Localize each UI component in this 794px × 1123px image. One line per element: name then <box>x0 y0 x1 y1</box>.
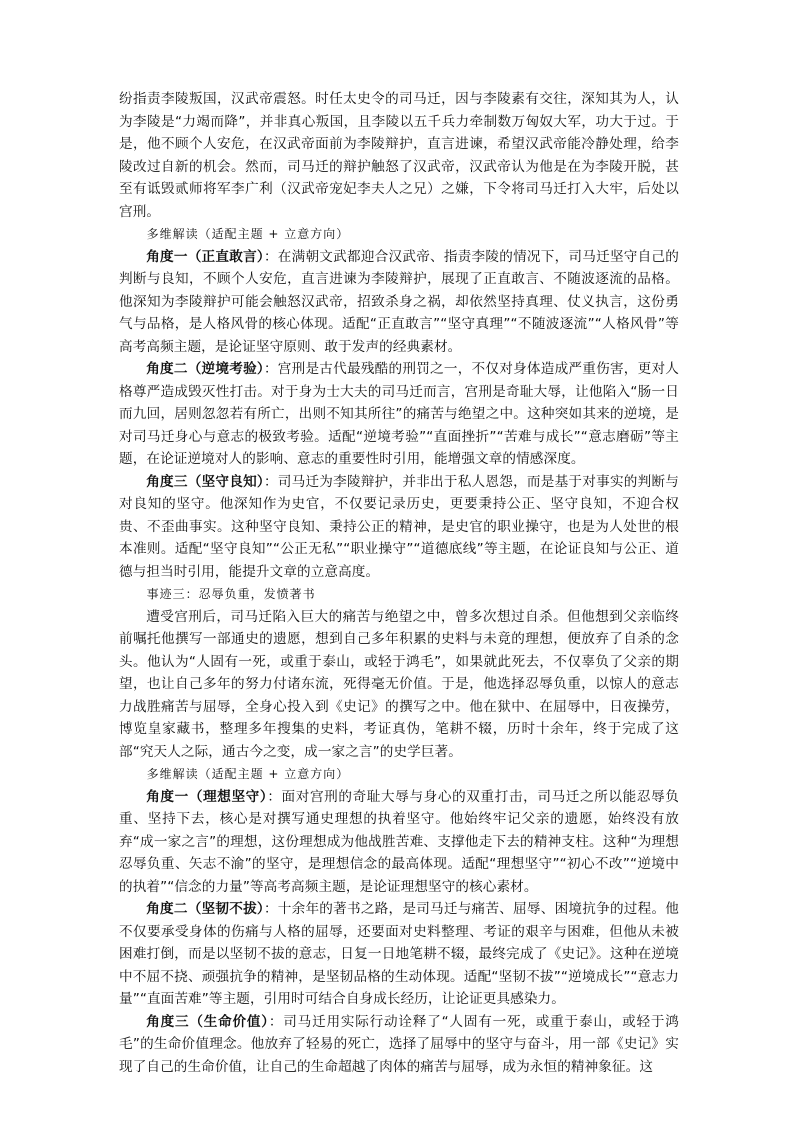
subheading-interpretation: 多维解读（适配主题 + 立意方向） <box>146 767 350 781</box>
angle-body: ：面对宫刑的奇耻大辱与身心的双重打击，司马迁之所以能忍辱负重、坚持下去，核心是对撰写通史理想的执着坚守。他始终牢记父亲的遗愿，始终没有放弃“成一家之言”的理想，这份理想成为他战胜苦难、支撑他走下去的精神支柱。这种“为理想忍辱负重、矢志不渝”的坚守，是理想信念的最高体现。适配“理想坚守”“初心不改”“逆境中的执着”“信念的力量”等高考高频主题，是论证理想坚守的核心素材。 <box>119 788 679 895</box>
angle-heading: 角度一（理想坚守） <box>146 788 268 805</box>
angle-body: ：十余年的著书之路，是司马迁与痛苦、屈辱、困境抗争的过程。他不仅要承受身体的伤痛与人格的屈辱，还要面对史料整理、考证的艰辛与困难，但他从未被困难打倒，而是以坚韧不拔的意志，日复一日地笔耕不辍，最终完成了《史记》。这种在逆境中不屈不挠、顽强抗争的精神，是坚韧品格的生动体现。适配“坚韧不拔”“逆境成长”“意志力量”“直面苦难”等主题，引用时可结合自身成长经历，让论证更具感染力。 <box>119 901 679 1007</box>
angle-body: ：宫刑是古代最残酷的刑罚之一，不仅对身体造成严重伤害，更对人格尊严造成毁灭性打击。对于身为士大夫的司马迁而言，宫刑是奇耻大辱，让他陷入“肠一日而九回，居则忽忽若有所亡，出则不知其所往”的痛苦与绝望之中。这种突如其来的逆境，是对司马迁身心与意志的极致考验。适配“逆境考验”“直面挫折”“苦难与成长”“意志磨砺”等主题，在论证逆境对人的影响、意志的重要性时引用，能增强文章的情感深度。 <box>119 361 679 467</box>
paragraph-angle-1 <box>119 246 679 359</box>
angle-heading: 角度二（坚韧不拔） <box>146 901 264 917</box>
subheading-interpretation: 多维解读（适配主题 + 立意方向） <box>146 227 350 241</box>
paragraph-narrative: 纷指责李陵叛国，汉武帝震怒。时任太史令的司马迁，因与李陵素有交往，深知其为人，认为李陵是“力竭而降”，并非真心叛国，且李陵以五千兵力牵制数万匈奴大军，功大于过。于是，他不顾个人安危，在汉武帝面前为李陵辩护，直言进谏，希望汉武帝能冷静处理，给李陵改过自新的机会。然而，司马迁的辩护触怒了汉武帝，汉武帝认为他是在为李陵开脱，甚至有诋毁贰师将军李广利（汉武帝宠妃李夫人之兄）之嫌，下令将司马迁打入大牢，后处以宫刑。 <box>119 91 679 220</box>
paragraph-angle-3 <box>119 1011 679 1079</box>
paragraph-angle-2 <box>119 898 679 1011</box>
angle-heading: 角度三（坚守良知） <box>146 473 264 490</box>
document-page <box>119 88 679 1078</box>
angle-heading: 角度三（生命价值） <box>146 1013 269 1030</box>
paragraph-narrative: 遭受宫刑后，司马迁陷入巨大的痛苦与绝望之中，曾多次想过自杀。但他想到父亲临终前嘱托他撰写一部通史的遗愿，想到自己多年积累的史料与未竟的理想，便放弃了自杀的念头。他认为“人固有一死，或重于泰山，或轻于鸿毛”，如果就此死去，不仅辜负了父亲的期望，也让自己多年的努力付诸东流，死得毫无价值。于是，他选择忍辱负重，以惊人的意志力战胜痛苦与屈辱，全身心投入到《史记》的撰写之中。他在狱中、在屈辱中，日夜操劳，博览皇家藏书，整理多年搜集的史料，考证真伪，笔耕不辍，历时十余年，终于完成了这部“究天人之际，通古今之变，成一家之言”的史学巨著。 <box>119 608 679 760</box>
paragraph-angle-2 <box>119 358 679 471</box>
paragraph-angle-1 <box>119 786 679 899</box>
angle-body: ：在满朝文武都迎合汉武帝、指责李陵的情况下，司马迁坚守自己的判断与良知，不顾个人安危，直言进谏为李陵辩护，展现了正直敢言、不随波逐流的品格。他深知为李陵辩护可能会触怒汉武帝，招致杀身之祸，却依然坚持真理、仗义执言，这份勇气与品格，是人格风骨的核心体现。适配“正直敢言”“坚守真理”“不随波逐流”“人格风骨”等高考高频主题，是论证坚守原则、敢于发声的经典素材。 <box>119 248 679 355</box>
angle-heading: 角度一（正直敢言） <box>146 248 264 265</box>
angle-body: ：司马迁为李陵辩护，并非出于私人恩怨，而是基于对事实的判断与对良知的坚守。他深知作为史官，不仅要记录历史，更要秉持公正、坚守良知，不迎合权贵、不歪曲事实。这种坚守良知、秉持公正的精神，是史官的职业操守，也是为人处世的根本准则。适配“坚守良知”“公正无私”“职业操守”“道德底线”等主题，在论证良知与公正、道德与担当时引用，能提升文章的立意高度。 <box>119 473 679 580</box>
subheading-deed-3: 事迹三：忍辱负重，发愤著书 <box>146 587 316 601</box>
angle-body: ：司马迁用实际行动诠释了“人固有一死，或重于泰山，或轻于鸿毛”的生命价值理念。他放弃了轻易的死亡，选择了屈辱中的坚守与奋斗，用一部《史记》实现了自己的生命价值，让自己的生命超越了肉体的痛苦与屈辱，成为永恒的精神象征。这 <box>119 1013 679 1075</box>
paragraph-angle-3 <box>119 471 679 584</box>
angle-heading: 角度二（逆境考验） <box>146 361 264 377</box>
